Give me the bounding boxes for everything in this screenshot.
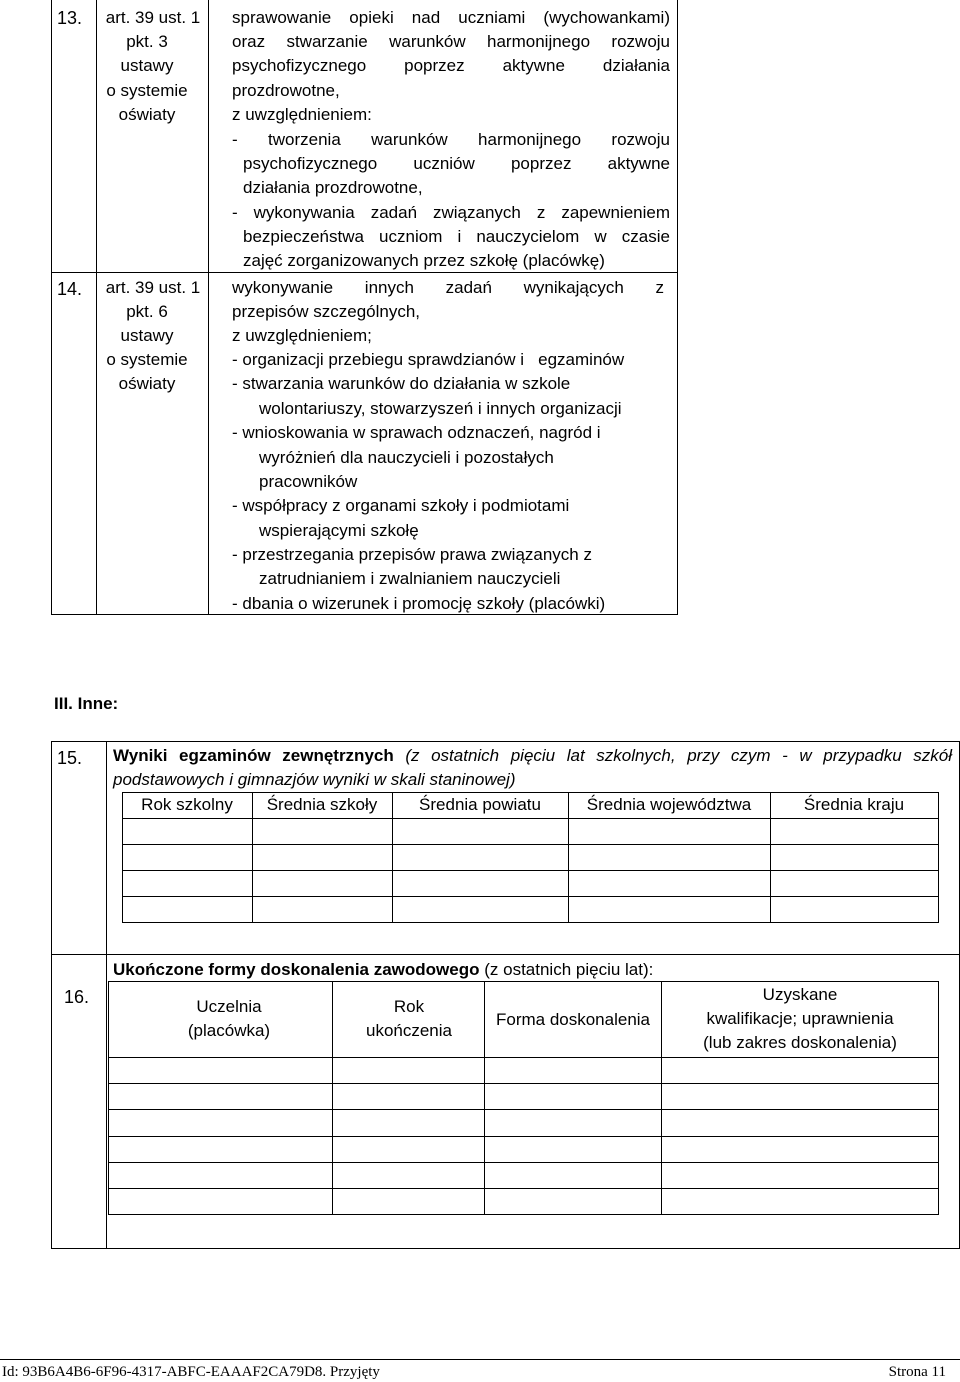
header-line: kwalifikacje; uprawnienia [706, 1009, 894, 1028]
description-line: pracowników [259, 472, 358, 491]
row-14-number: 14. [57, 279, 83, 299]
description-line: wyróżnień dla nauczycieli i pozostałych [259, 448, 554, 467]
header-line: ukończenia [365, 1021, 452, 1040]
document-id: Id: 93B6A4B6-6F96-4317-ABFC-EAAAF2CA79D8. Przyjęty [2, 1364, 380, 1380]
legal-basis-line: ustawy [120, 56, 174, 75]
description-line: - stwarzania warunków do działania w szkole [232, 374, 571, 393]
description-line: - organizacji przebiegu sprawdzianów i egzaminów [232, 350, 625, 369]
page-number: Strona 11 [888, 1364, 946, 1380]
legal-basis-line: oświaty [118, 374, 176, 393]
legal-basis-line: o systemie [106, 81, 188, 100]
header-line: (placówka) [187, 1021, 271, 1040]
section-16-note: (z ostatnich pięciu lat): [484, 960, 654, 979]
section-16-number: 16. [64, 987, 90, 1007]
description-line: - wnioskowania w sprawach odznaczeń, nagród i [232, 423, 601, 442]
column-header: Średnia kraju [803, 795, 905, 814]
header-line: Uczelnia [196, 997, 262, 1016]
column-header: Średnia szkoły [266, 795, 378, 814]
description-line: przepisów szczególnych, [232, 302, 421, 321]
description-line: działania prozdrowotne, [243, 178, 423, 197]
legal-basis-line: art. 39 ust. 1 [105, 8, 201, 27]
header-line: Rok [393, 997, 425, 1016]
description-line: bezpieczeństwa uczniom i nauczycielom w czasie [243, 227, 670, 246]
description-line: zatrudnianiem i zwalnianiem nauczycieli [259, 569, 561, 588]
description-line: wspierającymi szkołę [259, 521, 419, 540]
column-header: Średnia powiatu [419, 795, 541, 814]
description-line: - przestrzegania przepisów prawa związanych z [232, 545, 592, 564]
legal-basis-line: o systemie [106, 350, 188, 369]
column-header: Średnia województwa [586, 795, 752, 814]
section-16-title-line [113, 958, 653, 982]
section-heading: III. Inne: [54, 694, 119, 713]
description-line: psychofizycznego uczniów poprzez aktywne [243, 154, 670, 173]
description-line: - dbania o wizerunek i promocję szkoły (placówki) [232, 594, 606, 613]
legal-basis-line: oświaty [118, 105, 176, 124]
description-line: z uwzględnieniem; [232, 326, 372, 345]
description-line: wykonywanie innych zadań wynikających z [232, 278, 664, 297]
legal-basis-line: pkt. 6 [126, 302, 168, 321]
header-line: Uzyskane [762, 985, 838, 1004]
section-15-note: (z ostatnich pięciu lat szkolnych, przy czym - w przypadku szkół [405, 746, 952, 765]
header-line: Forma doskonalenia [495, 1010, 651, 1029]
section-16-title: Ukończone formy doskonalenia zawodowego [113, 960, 480, 979]
description-line: - tworzenia warunków harmonijnego rozwoju [232, 130, 670, 149]
header-line: (lub zakres doskonalenia) [703, 1033, 897, 1052]
description-line: oraz stwarzanie warunków harmonijnego rozwoju [232, 32, 670, 51]
legal-basis-line: ustawy [120, 326, 174, 345]
section-15-title-line-1 [113, 744, 952, 768]
description-line: wolontariuszy, stowarzyszeń i innych organizacji [259, 399, 622, 418]
row-13-number: 13. [57, 8, 83, 28]
description-line: - wykonywania zadań związanych z zapewnieniem [232, 203, 670, 222]
description-line: psychofizycznego poprzez aktywne działania [232, 56, 670, 75]
description-line: prozdrowotne, [232, 81, 340, 100]
description-line: z uwzględnieniem: [232, 105, 372, 124]
section-15-number: 15. [57, 748, 83, 768]
footer-rule [0, 1359, 960, 1360]
column-header: Rok szkolny [141, 795, 233, 814]
legal-basis-line: pkt. 3 [126, 32, 168, 51]
section-15-title: Wyniki egzaminów zewnętrznych [113, 746, 394, 765]
section-15-note-continued: podstawowych i gimnazjów wyniki w skali staninowej) [113, 770, 516, 789]
legal-basis-line: art. 39 ust. 1 [105, 278, 201, 297]
description-line: - współpracy z organami szkoły i podmiotami [232, 496, 570, 515]
description-line: zajęć zorganizowanych przez szkołę (placówkę) [243, 251, 605, 270]
description-line: sprawowanie opieki nad uczniami (wychowankami) [232, 8, 670, 27]
